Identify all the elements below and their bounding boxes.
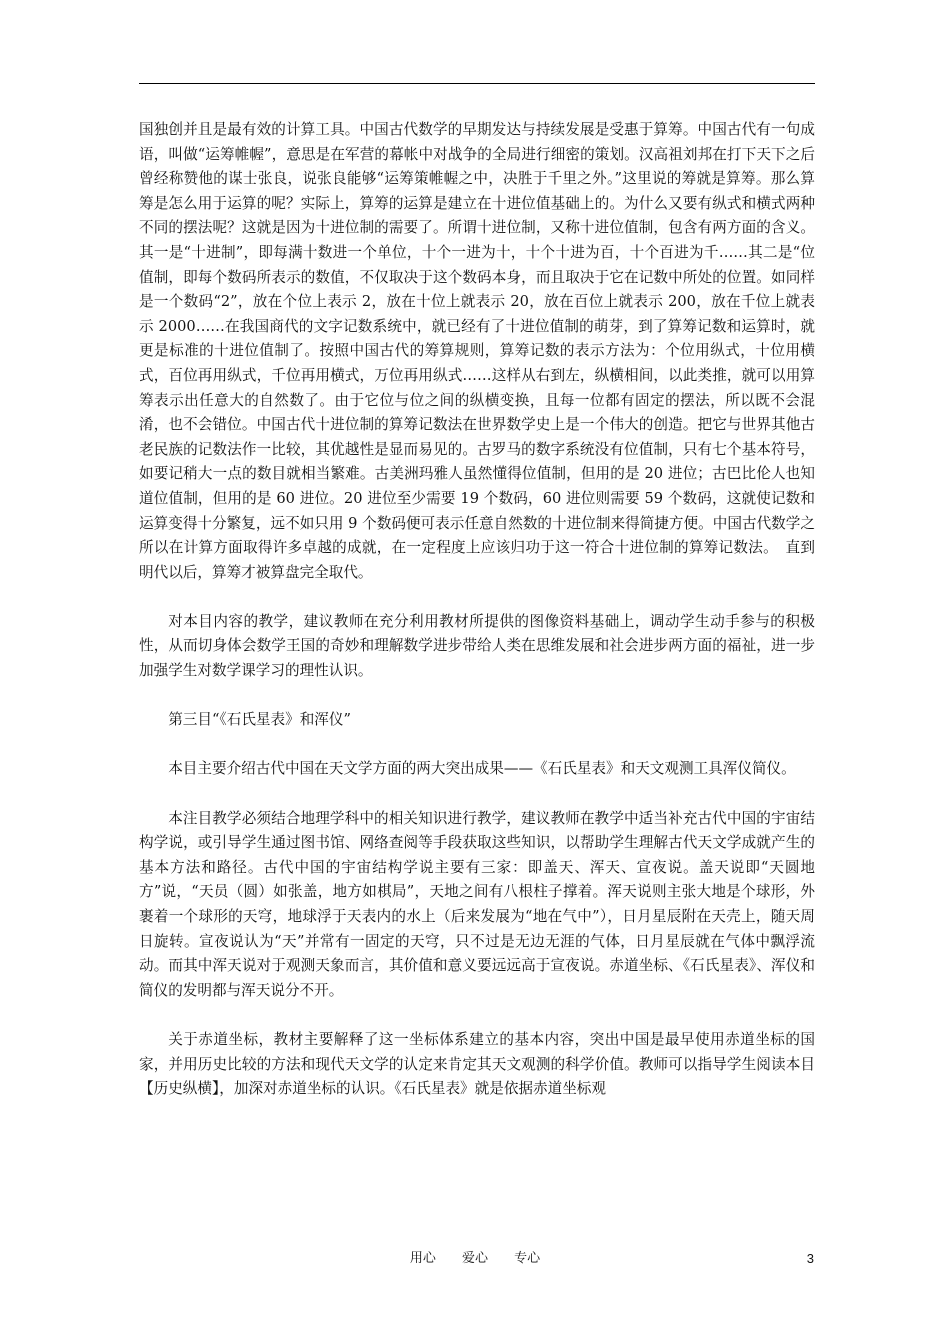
paragraph-counting-rods: 国独创并且是最有效的计算工具。中国古代数学的早期发达与持续发展是受惠于算筹。中国古代有一句成语，叫做“运筹帷幄”，意思是在军营的幕帐中对战争的全局进行细密的策划。汉高祖刘邦在打下天下之后曾经称赞他的谋士张良，说张良能够“运筹策帷幄之中，决胜于千里之外。”这里说的筹就是算筹。那么算筹是怎么用于运算的呢？实际上，算筹的运算是建立在十进位值基础上的。为什么又要有纵式和横式两种不同的摆法呢？这就是因为十进位制的需要了。所谓十进位制，又称十进位值制，包含有两方面的含义。其一是“十进制”，即每满十数进一个单位，十个一进为十，十个十进为百，十个百进为千……其二是“位值制，即每个数码所表示的数值，不仅取决于这个数码本身，而且取决于它在记数中所处的位置。如同样是一个数码“2”，放在个位上表示 2，放在十位上就表示 20，放在百位上就表示 200，放在千位上就表示 2000……在我国商代的文字记数系统中，就已经有了十进位值制的萌芽，到了算筹记数和运算时，就更是标准的十进位值制了。按照中国古代的筹算规则，算筹记数的表示方法为：个位用纵式，十位用横式，百位再用纵式，千位再用横式，万位再用纵式……这样从右到左，纵横相间，以此类推，就可以用算筹表示出任意大的自然数了。由于它位与位之间的纵横变换，且每一位都有固定的摆法，所以既不会混淆，也不会错位。中国古代十进位制的算筹记数法在世界数学史上是一个伟大的创造。把它与世界其他古老民族的记数法作一比较，其优越性是显而易见的。古罗马的数字系统没有位值制，只有七个基本符号，如要记稍大一点的数目就相当繁难。古美洲玛雅人虽然懂得位值制，但用的是 20 进位；古巴比伦人也知道位值制，但用的是 60 进位。20 进位至少需要 19 个数码，60 进位则需要 59 个数码，这就使记数和运算变得十分繁复，远不如只用 9 个数码便可表示任意自然数的十进位制来得简捷方便。中国古代数学之所以在计算方面取得许多卓越的成就，在一定程度上应该归功于这一符合十进位制的算筹记数法。 直到明代以后，算筹才被算盘完全取代。 [139, 121, 815, 581]
page-number: 3 [806, 1251, 814, 1266]
section-heading: 第三目“《石氏星表》和浑仪” [168, 711, 351, 729]
paragraph-teaching-advice: 对本目内容的教学，建议教师在充分利用教材所提供的图像资料基础上，调动学生动手参与的积极性，从而切身体会数学王国的奇妙和理解数学进步带给人类在思维发展和社会进步两方面的福祉，进一步加强学生对数学课学习的理性认识。 [139, 612, 815, 680]
footer-word: 用心 [409, 1251, 436, 1266]
footer-word: 专心 [514, 1251, 541, 1266]
header-rule [139, 83, 815, 84]
paragraph-cosmology: 本注目教学必须结合地理学科中的相关知识进行教学，建议教师在教学中适当补充古代中国的宇宙结构学说，或引导学生通过图书馆、网络查阅等手段获取这些知识，以帮助学生理解古代天文学成就产生的基本方法和路径。古代中国的宇宙结构学说主要有三家：即盖天、浑天、宣夜说。盖天说即“天圆地方”说，“天员（圆）如张盖，地方如棋局”，天地之间有八根柱子撑着。浑天说则主张大地是个球形，外裹着一个球形的天穹，地球浮于天表内的水上（后来发展为“地在气中”），日月星辰附在天壳上，随天周日旋转。宣夜说认为“天”并常有一固定的天穹，只不过是无边无涯的气体，日月星辰就在气体中飘浮流动。而其中浑天说对于观测天象而言，其价值和意义要远远高于宣夜说。赤道坐标、《石氏星表》、浑仪和简仪的发明都与浑天说分不开。 [139, 809, 815, 999]
document-body [139, 118, 815, 1102]
paragraph-section-intro: 本目主要介绍古代中国在天文学方面的两大突出成果——《石氏星表》和天文观测工具浑仪简仪。 [168, 760, 796, 778]
footer-word: 爱心 [461, 1251, 488, 1266]
paragraph-equatorial-coordinates: 关于赤道坐标，教材主要解释了这一坐标体系建立的基本内容，突出中国是最早使用赤道坐标的国家，并用历史比较的方法和现代天文学的认定来肯定其天文观测的科学价值。教师可以指导学生阅读本目【历史纵横】，加深对赤道坐标的认识。《石氏星表》就是依据赤道坐标观 [139, 1030, 815, 1098]
